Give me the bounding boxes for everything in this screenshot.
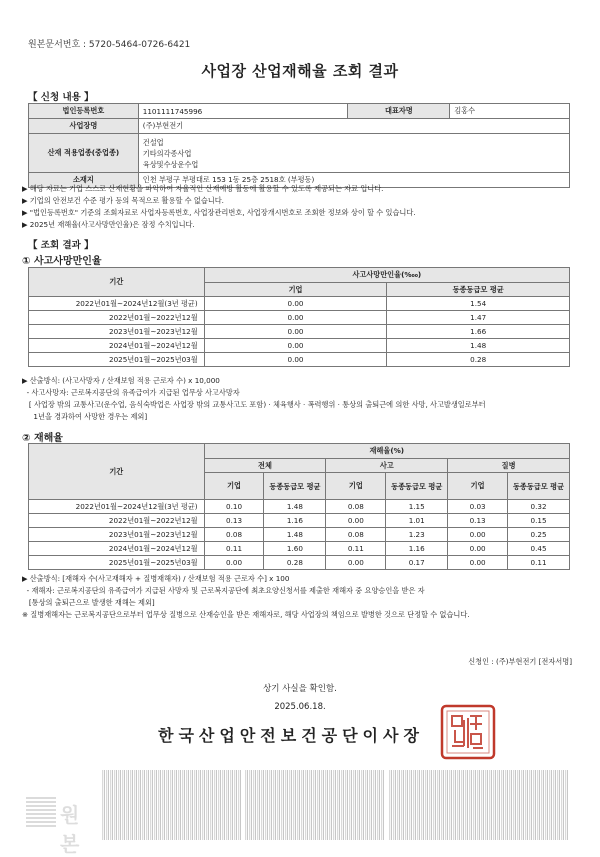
- section-application-heading: 【 신청 내용 】: [28, 92, 94, 103]
- period-cell: 2023년01월~2023년12월: [29, 325, 205, 339]
- industry-cell: 1.54: [387, 297, 570, 311]
- value-cell: 0.00: [204, 556, 264, 570]
- injury-heading: ② 재해율: [22, 433, 63, 444]
- table-row: [29, 297, 570, 311]
- value-cell: 0.08: [326, 500, 386, 514]
- company-cell: 0.00: [204, 353, 387, 367]
- barcode-block: [102, 770, 242, 840]
- company-cell: 0.00: [204, 297, 387, 311]
- injury-col-industry: 동종동급모 평균: [386, 473, 448, 500]
- company-cell: 0.00: [204, 311, 387, 325]
- value-cell: 0.17: [386, 556, 448, 570]
- injury-note: [통상의 출퇴근으로 발생한 재해는 제외]: [22, 598, 155, 607]
- value-cell: 1.16: [264, 514, 326, 528]
- table-row: [29, 528, 570, 542]
- industry-label: 산재 적용업종(중업종): [29, 134, 139, 173]
- info-note: ▶ 기업의 안전보건 수준 평가 등의 목적으로 활용할 수 없습니다.: [22, 196, 224, 205]
- injury-group-disease: 질병: [448, 459, 570, 473]
- value-cell: 0.00: [448, 528, 508, 542]
- application-table: [28, 103, 570, 188]
- injury-col-group: 재해율(%): [204, 444, 569, 459]
- table-row: [29, 353, 570, 367]
- rep-label: 대표자명: [348, 104, 450, 119]
- value-cell: 1.15: [386, 500, 448, 514]
- issuer-name: 한국산업안전보건공단이사장: [158, 726, 424, 745]
- value-cell: 1.23: [386, 528, 448, 542]
- injury-col-company: 기업: [448, 473, 508, 500]
- period-cell: 2025년01월~2025년03월: [29, 556, 205, 570]
- industry-value: 기타의각종사업: [142, 148, 192, 158]
- value-cell: 0.00: [448, 542, 508, 556]
- company-cell: 0.00: [204, 325, 387, 339]
- period-cell: 2022년01월~2022년12월: [29, 311, 205, 325]
- watermark-logo: [26, 797, 96, 856]
- page-title: 사업장 산업재해율 조회 결과: [201, 62, 399, 80]
- fatality-col-period: 기간: [29, 268, 205, 297]
- address-label: 소재지: [29, 173, 139, 188]
- fatality-col-company: 기업: [204, 283, 387, 297]
- injury-group-total: 전체: [204, 459, 326, 473]
- injury-col-industry: 동종동급모 평균: [264, 473, 326, 500]
- value-cell: 0.13: [448, 514, 508, 528]
- workplace-label: 사업장명: [29, 119, 139, 134]
- table-row: [29, 514, 570, 528]
- period-cell: 2022년01월~2024년12월(3년 평균): [29, 500, 205, 514]
- table-row: [29, 325, 570, 339]
- period-cell: 2024년01월~2024년12월: [29, 339, 205, 353]
- value-cell: 0.28: [264, 556, 326, 570]
- value-cell: 0.25: [508, 528, 570, 542]
- fatality-note: [ 사업장 밖의 교통사고(운수업, 음식숙박업은 사업장 밖의 교통사고도 포함) · 체육행사 · 폭력행위 · 통상의 출퇴근에 의한 사망, 사고발생일로부터: [22, 400, 486, 409]
- official-seal-icon: [440, 704, 496, 760]
- industry-cell: 1.48: [387, 339, 570, 353]
- corp-reg-value: 1101111745996: [138, 104, 348, 119]
- industry-cell: 0.28: [387, 353, 570, 367]
- workplace-value: (주)부현전기: [138, 119, 569, 134]
- injury-note: - 재해자: 근로복지공단의 유족급여가 지급된 사망자 및 근로복지공단에 최초요양신청서를 제출한 재해자 중 요양승인을 받은 자: [22, 586, 425, 595]
- table-row: [29, 339, 570, 353]
- table-row: [29, 311, 570, 325]
- fatality-col-group: 사고사망만인율(‱): [204, 268, 569, 283]
- fatality-notes: [22, 375, 582, 423]
- info-note: ▶ "법인등록번호" 기준의 조회자료로 사업자등록번호, 사업장관리번호, 사업장개시번호로 조회한 정보와 상이 할 수 있습니다.: [22, 208, 416, 217]
- value-cell: 0.03: [448, 500, 508, 514]
- period-cell: 2024년01월~2024년12월: [29, 542, 205, 556]
- corp-reg-label: 법인등록번호: [29, 104, 139, 119]
- period-cell: 2022년01월~2024년12월(3년 평균): [29, 297, 205, 311]
- period-cell: 2022년01월~2022년12월: [29, 514, 205, 528]
- value-cell: 0.08: [326, 528, 386, 542]
- company-cell: 0.00: [204, 339, 387, 353]
- fatality-note: 1년을 경과하여 사망한 경우는 제외]: [22, 412, 148, 421]
- info-notes: [22, 183, 582, 231]
- injury-note: ※ 질병재해자는 근로복지공단으로부터 업무상 질병으로 산재승인을 받은 재해자로, 해당 사업장의 책임으로 발병한 것으로 단정할 수 없습니다.: [22, 610, 470, 619]
- value-cell: 0.11: [204, 542, 264, 556]
- industry-value: 육상및수상운수업: [142, 159, 199, 169]
- table-row: [29, 556, 570, 570]
- injury-col-industry: 동종동급모 평균: [508, 473, 570, 500]
- confirm-text: 상기 사실을 확인함.: [263, 684, 337, 694]
- address-value: 인천 부평구 부평대로 153 1동 25층 2518호 (부평동): [138, 173, 569, 188]
- value-cell: 0.32: [508, 500, 570, 514]
- fatality-note: - 사고사망자: 근로복지공단의 유족급여가 지급된 업무상 사고사망자: [22, 388, 240, 397]
- value-cell: 1.01: [386, 514, 448, 528]
- injury-table: [28, 443, 570, 570]
- injury-notes: [22, 573, 582, 621]
- value-cell: 1.16: [386, 542, 448, 556]
- injury-col-company: 기업: [326, 473, 386, 500]
- fatality-note: ▶ 산출방식: (사고사망자 / 산재보험 적용 근로자 수) x 10,000: [22, 376, 220, 385]
- industry-cell: 1.66: [387, 325, 570, 339]
- value-cell: 0.11: [326, 542, 386, 556]
- value-cell: 1.48: [264, 528, 326, 542]
- fatality-col-industry: 동종동급모 평균: [387, 283, 570, 297]
- fatality-table: [28, 267, 570, 367]
- value-cell: 0.00: [326, 514, 386, 528]
- qr-code-icon: [26, 797, 56, 827]
- info-note: ▶ 2025년 재해율(사고사망만인율)은 잠정 수치입니다.: [22, 220, 195, 229]
- injury-col-period: 기간: [29, 444, 205, 500]
- applicant-line: 신청인 : (주)부현전기 [전자서명]: [468, 657, 572, 666]
- barcode-block: [389, 770, 569, 840]
- issue-date: 2025.06.18.: [274, 702, 326, 712]
- industry-cell: 1.47: [387, 311, 570, 325]
- section-result-heading: 【 조회 결과 】: [28, 240, 94, 251]
- value-cell: 0.45: [508, 542, 570, 556]
- value-cell: 0.10: [204, 500, 264, 514]
- watermark-text: 원본: [60, 803, 80, 856]
- period-cell: 2023년01월~2023년12월: [29, 528, 205, 542]
- industry-values: [138, 134, 569, 173]
- info-note: ▶ 해당 자료는 기업 스스로 산재현황을 파악하여 자율적인 산재예방 활동에 활용할 수 있도록 제공되는 자료 입니다.: [22, 184, 384, 193]
- value-cell: 0.00: [448, 556, 508, 570]
- injury-group-accident: 사고: [326, 459, 448, 473]
- value-cell: 0.00: [326, 556, 386, 570]
- table-row: [29, 542, 570, 556]
- injury-note: ▶ 산출방식: [재해자 수(사고재해자 + 질병재해자) / 산재보험 적용 근로자 수] x 100: [22, 574, 290, 583]
- value-cell: 0.15: [508, 514, 570, 528]
- value-cell: 1.48: [264, 500, 326, 514]
- rep-value: 김홍수: [450, 104, 570, 119]
- barcode-block: [245, 770, 385, 840]
- table-row: [29, 500, 570, 514]
- value-cell: 0.13: [204, 514, 264, 528]
- injury-col-company: 기업: [204, 473, 264, 500]
- industry-value: 건설업: [142, 137, 164, 147]
- value-cell: 0.08: [204, 528, 264, 542]
- document-number: 원본문서번호 : 5720-5464-0726-6421: [28, 40, 191, 50]
- value-cell: 0.11: [508, 556, 570, 570]
- value-cell: 1.60: [264, 542, 326, 556]
- fatality-heading: ① 사고사망만인율: [22, 256, 102, 267]
- period-cell: 2025년01월~2025년03월: [29, 353, 205, 367]
